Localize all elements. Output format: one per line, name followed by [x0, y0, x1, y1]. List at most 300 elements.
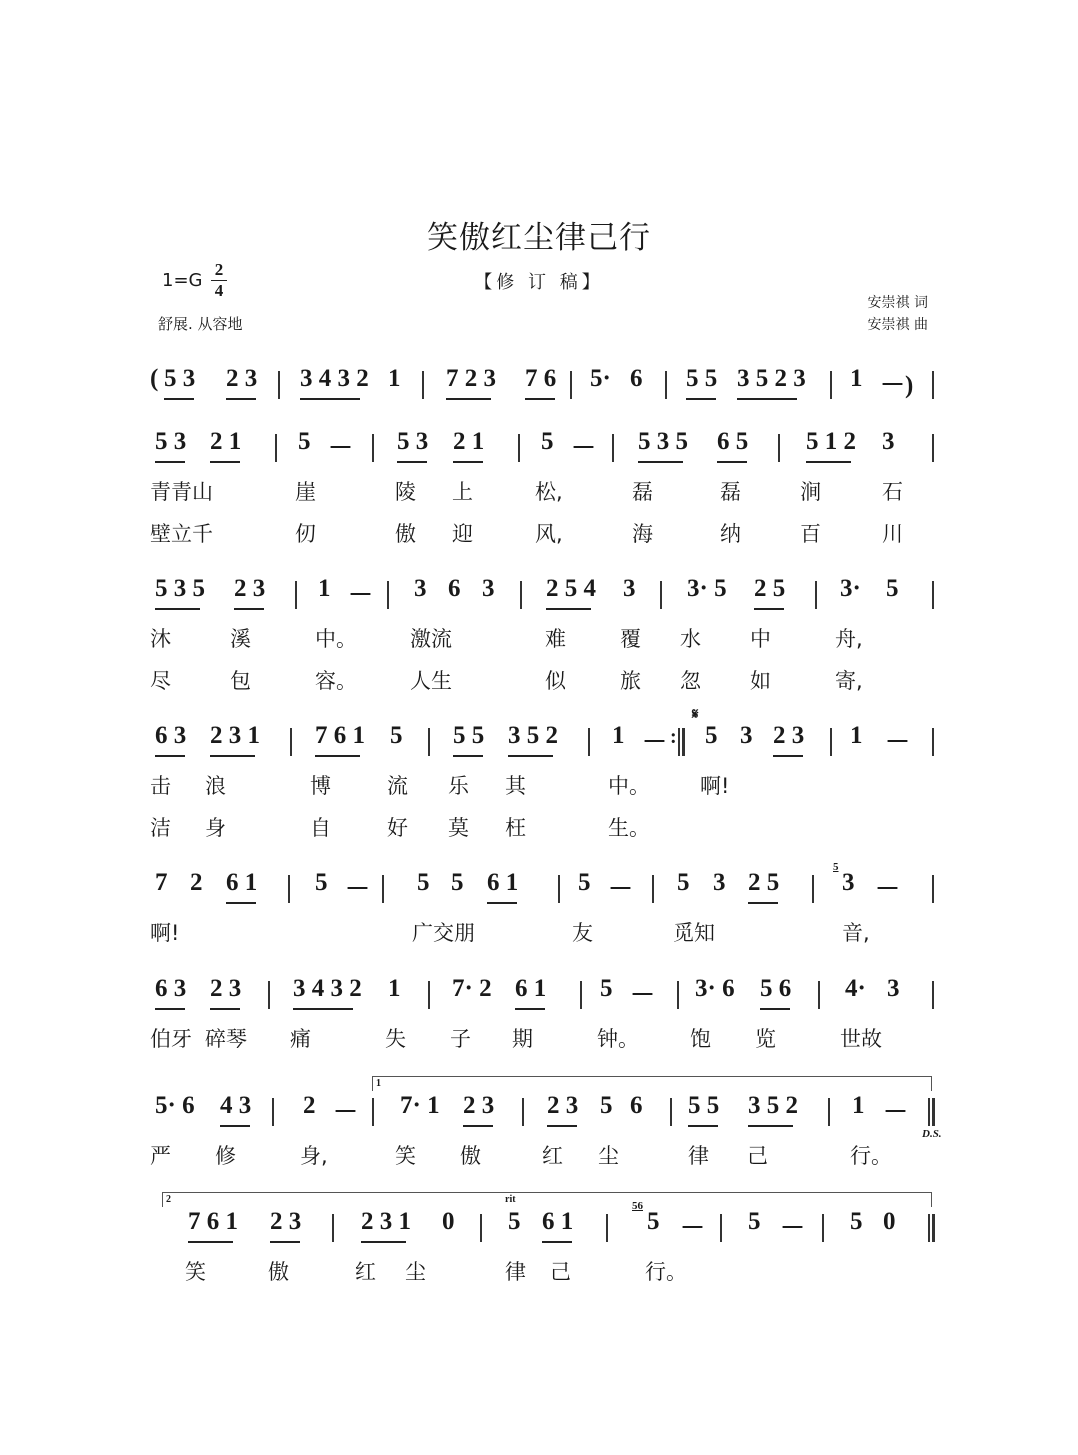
beam-underline [748, 902, 778, 904]
note-group: 1 [388, 975, 401, 1002]
barline [295, 581, 297, 609]
note-group: 5 [600, 1092, 613, 1119]
beam-underline [234, 608, 264, 610]
beam-underline [210, 755, 255, 757]
note-group: 3 [713, 869, 726, 896]
barline [932, 581, 934, 609]
note-group: 5 [647, 1208, 660, 1235]
barline [268, 981, 270, 1009]
notation-row [150, 1078, 942, 1140]
note-group: 2 5 4 [546, 575, 596, 602]
note-group: － [608, 876, 634, 903]
lyric-verse-1: 傲 [268, 1260, 289, 1284]
lyricist-credit: 安崇祺 词 [867, 295, 928, 311]
note-group: 3 [623, 575, 636, 602]
beam-underline [686, 398, 716, 400]
note-group: 5 3 5 [638, 428, 688, 455]
barline [588, 728, 590, 756]
note-group: 5 3 5 [155, 575, 205, 602]
lyric-verse-1: 己 [747, 1144, 768, 1168]
beam-underline [300, 398, 360, 400]
beam-underline [453, 461, 483, 463]
dal-segno-marking: D.S. [922, 1128, 942, 1140]
lyric-verse-1: 严 [150, 1144, 171, 1168]
barline [812, 875, 814, 903]
lyric-verse-1: 红 [355, 1260, 376, 1284]
barline [372, 434, 374, 462]
lyric-verse-1: 磊 [632, 480, 653, 504]
note-group: 3 4 3 2 [293, 975, 362, 1002]
barline [288, 875, 290, 903]
tempo-marking: 舒展. 从容地 [158, 315, 243, 333]
note-group: 5 [886, 575, 899, 602]
beam-underline [737, 398, 797, 400]
note-group: 3 [414, 575, 427, 602]
ending-number: 2 [166, 1194, 171, 1205]
note-group: 2 3 [547, 1092, 579, 1119]
note-group: 3 [482, 575, 495, 602]
lyric-verse-2: 似 [545, 669, 566, 693]
lyric-verse-2: 川 [882, 522, 903, 546]
note-group: 5 3 [155, 428, 187, 455]
notation-row [150, 707, 940, 762]
note-group: 5 [705, 722, 718, 749]
beam-underline [397, 461, 427, 463]
note-group: － [885, 729, 911, 756]
beam-underline [155, 1008, 185, 1010]
barline [518, 434, 520, 462]
final-barline-thin [928, 1214, 930, 1242]
lyric-verse-2: 人生 [410, 669, 452, 693]
lyric-verse-1: 流 [387, 774, 408, 798]
note-group: 0 [883, 1208, 896, 1235]
note-group: 2 3 [463, 1092, 495, 1119]
lyric-verse-1: 失 [385, 1027, 406, 1051]
lyric-verse-1: 中。 [608, 774, 650, 798]
barline [272, 1098, 274, 1126]
barline [932, 728, 934, 756]
note-group: 7 [155, 869, 168, 896]
barline [275, 434, 277, 462]
beam-underline [453, 755, 483, 757]
note-group: 2 1 [210, 428, 242, 455]
lyric-verse-1: 磊 [720, 480, 741, 504]
note-group: 5 [578, 869, 591, 896]
note-group: 5· 6 [155, 1092, 195, 1119]
note-group: 5 [315, 869, 328, 896]
repeat-barline-thin [678, 728, 680, 756]
barline [822, 1214, 824, 1242]
note-group: 5 [541, 428, 554, 455]
barline [830, 728, 832, 756]
beam-underline [773, 755, 803, 757]
note-group: 3 [842, 869, 855, 896]
lyric-verse-1: 水 [680, 627, 701, 651]
note-group: 6 5 [717, 428, 749, 455]
note-group: 5 [677, 869, 690, 896]
barline [778, 434, 780, 462]
beam-underline [688, 1125, 718, 1127]
note-group: ( [150, 365, 159, 392]
beam-underline [446, 398, 491, 400]
note-group: 2 3 [226, 365, 258, 392]
note-group: 0 [442, 1208, 455, 1235]
note-group: 2 [303, 1092, 316, 1119]
note-group: 4· [845, 975, 866, 1002]
beam-underline [164, 398, 194, 400]
lyric-verse-2: 风, [535, 522, 563, 546]
beam-underline [760, 1008, 790, 1010]
lyric-verse-1: 笑 [395, 1144, 416, 1168]
ending-number: 1 [376, 1078, 381, 1089]
note-group: 6 [630, 1092, 643, 1119]
note-group: － [875, 876, 901, 903]
barline [580, 981, 582, 1009]
barline [606, 1214, 608, 1242]
notation-row [150, 1194, 940, 1248]
barline [720, 1214, 722, 1242]
note-group: 7· 1 [400, 1092, 440, 1119]
note-group: 5 3 [164, 365, 196, 392]
lyric-verse-1: 期 [512, 1027, 533, 1051]
beam-underline [547, 1125, 577, 1127]
note-group: 5 5 [688, 1092, 720, 1119]
lyric-verse-2: 莫 [448, 816, 469, 840]
lyric-verse-2: 傲 [395, 522, 416, 546]
lyric-verse-1: 觅知 [673, 921, 715, 945]
note-group: 1 [850, 722, 863, 749]
note-group: 6 1 [542, 1208, 574, 1235]
lyric-verse-2: 洁 [150, 816, 171, 840]
lyric-verse-1: 音, [842, 921, 870, 945]
note-group: 5· [590, 365, 611, 392]
lyric-verse-2: 枉 [505, 816, 526, 840]
lyric-verse-1: 子 [450, 1027, 471, 1051]
barline [677, 981, 679, 1009]
lyric-verse-2: 仞 [295, 522, 316, 546]
barline [522, 1098, 524, 1126]
song-title: 笑傲红尘律己行 [427, 220, 651, 256]
lyric-verse-2: 壁立千 [150, 522, 213, 546]
second-ending-bracket [162, 1192, 932, 1207]
notation-row [150, 975, 940, 1015]
note-group: 2 1 [453, 428, 485, 455]
note-group: 5 3 [397, 428, 429, 455]
note-group: 5 5 [453, 722, 485, 749]
beam-underline [754, 608, 784, 610]
note-group: 4 3 [220, 1092, 252, 1119]
note-group: 6 1 [515, 975, 547, 1002]
beam-underline [515, 1008, 545, 1010]
note-group: 5 [850, 1208, 863, 1235]
lyric-verse-1: 击 [150, 774, 171, 798]
note-group: 3 4 3 2 [300, 365, 369, 392]
note-group: 7 6 1 [315, 722, 365, 749]
beam-underline [226, 902, 256, 904]
lyric-verse-1: 世故 [840, 1027, 882, 1051]
note-group: － [333, 1099, 359, 1126]
note-group: 3 5 2 3 [737, 365, 806, 392]
lyric-verse-1: 中。 [315, 627, 357, 651]
lyric-verse-1: 律 [688, 1144, 709, 1168]
lyric-verse-1: 陵 [395, 480, 416, 504]
note-group: 6 [630, 365, 643, 392]
note-group: 1 [612, 722, 625, 749]
barline [387, 581, 389, 609]
beam-underline [210, 1008, 240, 1010]
note-group: 2 [190, 869, 203, 896]
note-group: －) [880, 372, 914, 399]
lyric-verse-1: 身, [300, 1144, 328, 1168]
note-group: － [630, 982, 656, 1009]
lyric-verse-1: 红 [542, 1144, 563, 1168]
lyric-verse-1: 尘 [405, 1260, 426, 1284]
lyric-verse-2: 旅 [620, 669, 641, 693]
lyric-verse-1: 律 [505, 1260, 526, 1284]
barline [932, 434, 934, 462]
barline [558, 875, 560, 903]
time-signature [211, 261, 227, 300]
beam-underline [188, 1241, 233, 1243]
repeat-barline-thick [682, 728, 685, 756]
grace-note: 5 [833, 861, 839, 873]
barline [932, 371, 934, 399]
note-group: 3 5 2 [748, 1092, 798, 1119]
note-group: 7· 2 [452, 975, 492, 1002]
barline [652, 875, 654, 903]
lyric-verse-1: 中 [750, 627, 771, 651]
barline [670, 1098, 672, 1126]
lyric-verse-1: 尘 [598, 1144, 619, 1168]
lyric-verse-1: 激流 [410, 627, 452, 651]
lyric-verse-1: 饱 [690, 1027, 711, 1051]
beam-underline [546, 608, 591, 610]
beam-underline [717, 461, 747, 463]
barline [815, 581, 817, 609]
lyric-verse-1: 啊! [150, 921, 180, 945]
lyric-verse-1: 博 [310, 774, 331, 798]
notation-row [150, 861, 940, 909]
barline [278, 371, 280, 399]
barline [612, 434, 614, 462]
barline [818, 981, 820, 1009]
time-signature-top: 2 [214, 260, 224, 279]
lyric-verse-1: 钟。 [597, 1027, 639, 1051]
barline [570, 371, 572, 399]
lyric-verse-1: 石 [882, 480, 903, 504]
barline [382, 875, 384, 903]
time-signature-bottom: 4 [214, 281, 224, 300]
lyric-verse-1: 难 [545, 627, 566, 651]
first-ending-bracket [372, 1076, 932, 1091]
note-group: 3 5 2 [508, 722, 558, 749]
note-group: 5 [298, 428, 311, 455]
note-group: － [348, 582, 374, 609]
beam-underline [155, 755, 185, 757]
lyric-verse-2: 身 [205, 816, 226, 840]
lyric-verse-1: 己 [550, 1260, 571, 1284]
lyric-verse-2: 包 [230, 669, 251, 693]
note-group: 6 1 [226, 869, 258, 896]
lyric-verse-1: 上 [452, 480, 473, 504]
barline [520, 581, 522, 609]
lyric-verse-2: 生。 [608, 816, 650, 840]
note-group: 6 3 [155, 722, 187, 749]
lyric-verse-1: 行。 [850, 1144, 892, 1168]
beam-underline [638, 461, 683, 463]
lyric-verse-2: 纳 [720, 522, 741, 546]
lyric-verse-1: 傲 [460, 1144, 481, 1168]
lyric-verse-1: 崖 [295, 480, 316, 504]
barline [422, 371, 424, 399]
note-group: 2 3 [270, 1208, 302, 1235]
note-group: － [883, 1099, 909, 1126]
barline [480, 1214, 482, 1242]
note-group: 3· 6 [695, 975, 735, 1002]
barline [828, 1098, 830, 1126]
barline [332, 1214, 334, 1242]
note-group: － [780, 1215, 806, 1242]
beam-underline [806, 461, 851, 463]
note-group: 6 [448, 575, 461, 602]
barline [428, 728, 430, 756]
composer-credit: 安崇祺 曲 [867, 317, 928, 333]
barline [372, 1098, 374, 1126]
lyric-verse-2: 好 [387, 816, 408, 840]
beam-underline [315, 755, 360, 757]
lyric-verse-1: 舟, [835, 627, 863, 651]
note-group: － [345, 876, 371, 903]
note-group: 1 [388, 365, 401, 392]
note-group: 5 [600, 975, 613, 1002]
lyric-verse-1: 笑 [185, 1260, 206, 1284]
lyric-verse-1: 览 [755, 1027, 776, 1051]
lyric-verse-1: 广交朋 [412, 921, 475, 945]
beam-underline [226, 398, 256, 400]
beam-underline [748, 1125, 793, 1127]
lyric-verse-1: 浪 [205, 774, 226, 798]
lyric-verse-1: 溪 [230, 627, 251, 651]
note-group: － [571, 435, 597, 462]
revision-label: 【修 订 稿】 [474, 272, 604, 293]
note-group: － [328, 435, 354, 462]
lyric-verse-2: 忽 [680, 669, 701, 693]
notation-row [150, 575, 940, 615]
beam-underline [542, 1241, 572, 1243]
barline [428, 981, 430, 1009]
ritardando-marking: rit [505, 1194, 516, 1205]
note-group: 2 3 [773, 722, 805, 749]
lyric-verse-1: 涧 [800, 480, 821, 504]
note-group: － [642, 729, 668, 756]
beam-underline [220, 1125, 250, 1127]
beam-underline [463, 1125, 493, 1127]
lyric-verse-1: 痛 [290, 1027, 311, 1051]
note-group: 5 [748, 1208, 761, 1235]
note-group: 5 5 [686, 365, 718, 392]
note-group: 2 3 1 [210, 722, 260, 749]
lyric-verse-1: 松, [535, 480, 563, 504]
grace-note: 56 [632, 1200, 643, 1212]
note-group: 7 6 [525, 365, 557, 392]
segno-sign: 𝄋 [692, 707, 699, 723]
beam-underline [270, 1241, 300, 1243]
note-group: 5 [390, 722, 403, 749]
note-group: 5 [417, 869, 430, 896]
lyric-verse-1: 沐 [150, 627, 171, 651]
note-group: 3 [882, 428, 895, 455]
notation-row [150, 365, 940, 405]
note-group: 3 [887, 975, 900, 1002]
note-group: 1 [850, 365, 863, 392]
key-signature: 1=G [162, 270, 203, 291]
lyric-verse-1: 乐 [448, 774, 469, 798]
note-group: 1 [318, 575, 331, 602]
beam-underline [293, 1008, 353, 1010]
lyric-verse-1: 伯牙 [150, 1027, 192, 1051]
repeat-colon: : [670, 726, 677, 748]
barline [932, 981, 934, 1009]
lyric-verse-1: 青青山 [150, 480, 213, 504]
lyric-verse-2: 如 [750, 669, 771, 693]
note-group: 3· [840, 575, 861, 602]
note-group: 5 1 2 [806, 428, 856, 455]
beam-underline [155, 608, 200, 610]
final-barline-thick [932, 1214, 935, 1242]
lyric-verse-2: 容。 [315, 669, 357, 693]
barline [665, 371, 667, 399]
note-group: 3· 5 [687, 575, 727, 602]
lyric-verse-1: 其 [505, 774, 526, 798]
lyric-verse-1: 啊! [700, 774, 730, 798]
beam-underline [487, 902, 517, 904]
note-group: 6 3 [155, 975, 187, 1002]
note-group: 3 [740, 722, 753, 749]
lyric-verse-2: 尽 [150, 669, 171, 693]
lyric-verse-1: 覆 [620, 627, 641, 651]
note-group: 6 1 [487, 869, 519, 896]
lyric-verse-1: 碎琴 [205, 1027, 247, 1051]
beam-underline [508, 755, 553, 757]
lyric-verse-1: 行。 [645, 1260, 687, 1284]
note-group: 5 [508, 1208, 521, 1235]
note-group: 2 3 [210, 975, 242, 1002]
barline [932, 875, 934, 903]
lyric-verse-2: 海 [632, 522, 653, 546]
note-group: 2 5 [748, 869, 780, 896]
lyric-verse-2: 自 [310, 816, 331, 840]
lyric-verse-1: 友 [572, 921, 593, 945]
lyric-verse-1: 修 [215, 1144, 236, 1168]
note-group: 7 6 1 [188, 1208, 238, 1235]
final-barline-thick [932, 1098, 935, 1126]
beam-underline [210, 461, 240, 463]
note-group: 2 3 [234, 575, 266, 602]
barline [660, 581, 662, 609]
final-barline-thin [928, 1098, 930, 1126]
lyric-verse-2: 迎 [452, 522, 473, 546]
lyric-verse-2: 寄, [835, 669, 863, 693]
note-group: 5 [451, 869, 464, 896]
note-group: 2 5 [754, 575, 786, 602]
barline [290, 728, 292, 756]
beam-underline [525, 398, 555, 400]
lyric-verse-2: 百 [800, 522, 821, 546]
note-group: 5 6 [760, 975, 792, 1002]
note-group: 1 [852, 1092, 865, 1119]
notation-row [150, 428, 940, 468]
barline [830, 371, 832, 399]
